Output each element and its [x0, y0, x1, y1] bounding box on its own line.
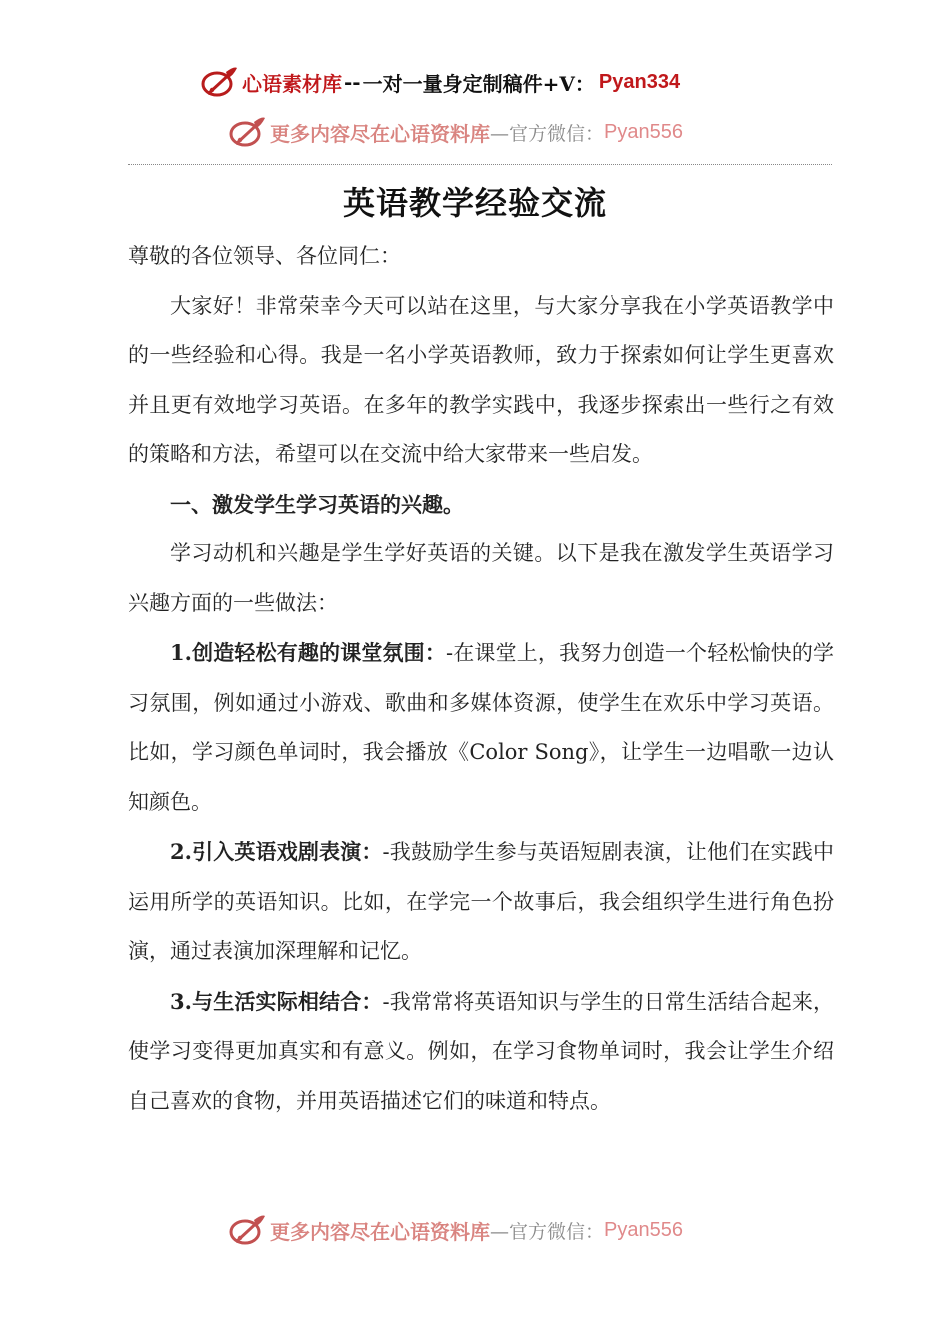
- item-text: -我常常将英语知识与学生的日常生活结合起来，使学习变得更加真实和有意义。例如，在学习食物单词时，我会让学生介绍自己喜欢的食物，并用英语描述它们的味道和特点。: [128, 989, 834, 1113]
- section-heading: 一、激发学生学习英语的兴趣。: [170, 491, 464, 517]
- banner-wechat-id: Pyan556: [604, 1218, 683, 1241]
- greeting: 尊敬的各位领导、各位同仁：: [128, 244, 401, 268]
- document-title: 英语教学经验交流: [342, 184, 607, 222]
- document-body: [128, 232, 834, 1126]
- item-label: 3.与生活实际相结合：: [170, 988, 383, 1014]
- item-label: 1.创造轻松有趣的课堂氛围：: [170, 640, 447, 665]
- item-text: -在课堂上，我努力创造一个轻松愉快的学习氛围，例如通过小游戏、歌曲和多媒体资源，使学生在欢乐中学习英语。比如，学习颜色单词时，我会播放《Color Song》，让学生一边唱歌一边认知颜色。: [128, 641, 834, 814]
- list-item: [128, 628, 834, 827]
- bottom-banner: [228, 1212, 683, 1248]
- banner-gray-text: —官方微信：: [490, 1220, 605, 1243]
- top-header: [200, 64, 680, 100]
- top-banner: [228, 114, 683, 150]
- quill-logo-icon: [228, 114, 268, 150]
- item-text: -我鼓励学生参与英语短剧表演，让他们在实践中运用所学的英语知识。比如，在学完一个故事后，我会组织学生进行角色扮演，通过表演加深理解和记忆。: [128, 840, 834, 963]
- quill-logo-icon: [228, 1212, 268, 1248]
- banner-gray-text: —官方微信：: [490, 122, 605, 145]
- banner-red-text: 更多内容尽在心语资料库: [270, 1219, 490, 1244]
- brand-name: 心语素材库: [242, 71, 342, 96]
- section-intro: 学习动机和兴趣是学生学好英语的关键。以下是我在激发学生英语学习兴趣方面的一些做法：: [128, 541, 834, 615]
- quill-logo-icon: [200, 64, 240, 100]
- banner-wechat-id: Pyan556: [604, 120, 683, 143]
- header-tagline: 一对一量身定制稿件+V：: [362, 71, 595, 96]
- header-divider: [128, 164, 832, 165]
- intro-paragraph: 大家好！非常荣幸今天可以站在这里，与大家分享我在小学英语教学中的一些经验和心得。我是一名小学英语教师，致力于探索如何让学生更喜欢并且更有效地学习英语。在多年的教学实践中，我逐步探索出一些行之有效的策略和方法，希望可以在交流中给大家带来一些启发。: [128, 293, 834, 466]
- list-item: [128, 827, 834, 977]
- header-separator: --: [344, 70, 361, 94]
- list-item: [128, 977, 834, 1127]
- item-label: 2.引入英语戏剧表演：: [170, 839, 383, 864]
- banner-red-text: 更多内容尽在心语资料库: [270, 121, 490, 146]
- header-contact: Pyan334: [598, 70, 681, 93]
